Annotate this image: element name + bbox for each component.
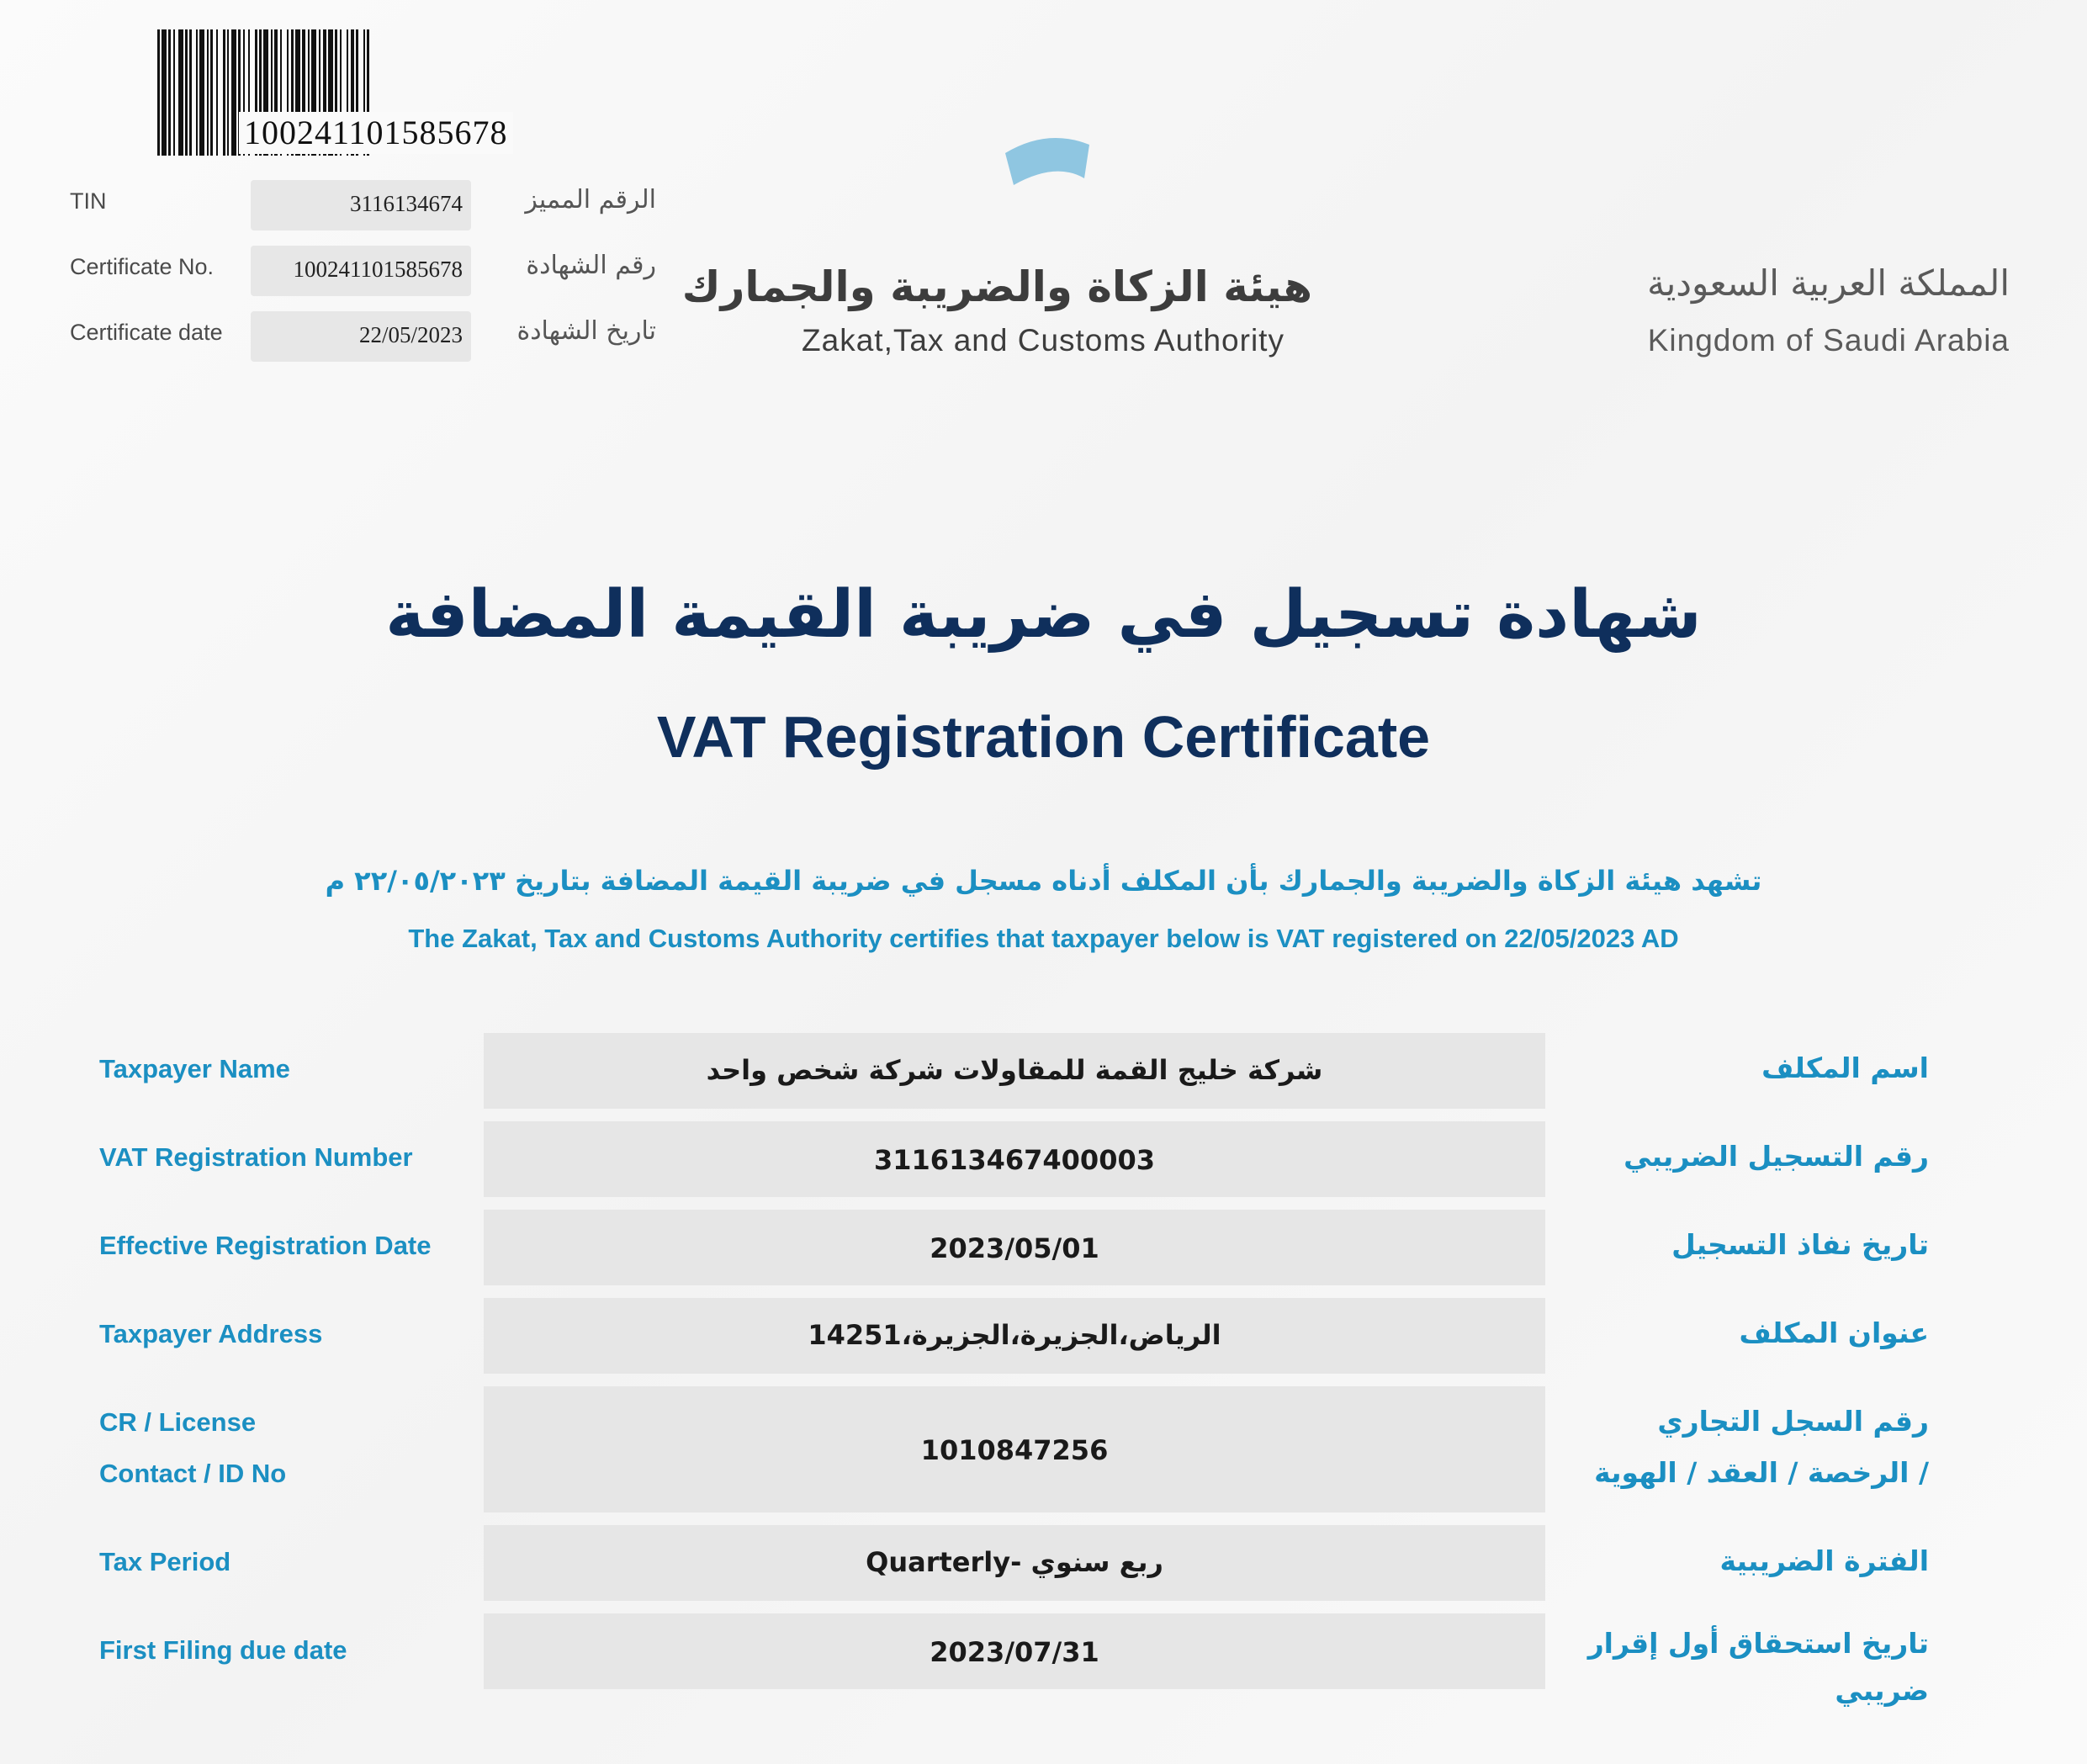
certificate-no-label-en: Certificate No. [70, 254, 215, 279]
certificate-date-row [67, 311, 656, 363]
authority-name-en: Zakat,Tax and Customs Authority [802, 323, 1285, 358]
certificate-no-box [251, 246, 471, 296]
tax-period-label-en: Tax Period [99, 1547, 231, 1576]
tin-value: 3116134674 [350, 191, 463, 216]
vat-number-box [484, 1121, 1545, 1197]
kingdom-name-ar: المملكة العربية السعودية [1647, 262, 2010, 304]
cr-license-label-en: CR / License [99, 1407, 257, 1437]
barcode [157, 29, 637, 156]
address-label-en: Taxpayer Address [99, 1319, 323, 1348]
kingdom-name-en: Kingdom of Saudi Arabia [1647, 323, 2010, 358]
certificate-no-label-ar: رقم الشهادة [526, 251, 656, 280]
vat-number-label-en: VAT Registration Number [99, 1142, 413, 1172]
effective-date-label-ar: تاريخ نفاذ التسجيل [1671, 1228, 1929, 1261]
contact-id-label-ar: / الرخصة / العقد / الهوية [1594, 1456, 1929, 1489]
barcode-number: 100241101585678 [239, 112, 513, 154]
address-box [484, 1298, 1545, 1374]
contact-id-label-en: Contact / ID No [99, 1459, 287, 1488]
cr-license-label-ar: رقم السجل التجاري [1657, 1405, 1929, 1438]
first-filing-label-ar: تاريخ استحقاق أول إقرار [1587, 1627, 1929, 1660]
taxpayer-name-box [484, 1033, 1545, 1109]
effective-date-value: 2023/05/01 [930, 1232, 1099, 1264]
effective-date-box [484, 1210, 1545, 1285]
zatca-shield-icon [980, 94, 1115, 246]
tin-label-en: TIN [70, 188, 107, 214]
taxpayer-name-label-en: Taxpayer Name [99, 1054, 290, 1083]
certificate-date-label-en: Certificate date [70, 320, 223, 345]
certificate-date-value: 22/05/2023 [358, 322, 463, 347]
tax-period-label-ar: الفترة الضريبية [1719, 1544, 1929, 1577]
title-ar: شهادة تسجيل في ضريبة القيمة المضافة [385, 577, 1702, 653]
cr-license-value: 1010847256 [920, 1434, 1109, 1466]
tax-period-box [484, 1525, 1545, 1601]
cr-license-box [484, 1386, 1545, 1512]
certification-statement-ar: تشهد هيئة الزكاة والضريبة والجمارك بأن المكلف أدناه مسجل في ضريبة القيمة المضافة بتاريخ ٢٢/٠٥/٢٠٢٣ م [325, 865, 1762, 897]
tin-label-ar: الرقم المميز [525, 185, 656, 215]
certification-statement-en: The Zakat, Tax and Customs Authority certifies that taxpayer below is VAT registered on 22/05/2023 AD [408, 924, 1679, 953]
first-filing-box [484, 1613, 1545, 1689]
address-label-ar: عنوان المكلف [1739, 1316, 1929, 1349]
certificate-no-value: 100241101585678 [293, 257, 463, 282]
certificate-date-label-ar: تاريخ الشهادة [516, 316, 656, 346]
address-value: الرياض،الجزيرة،الجزيرة،14251 [808, 1319, 1221, 1351]
title-en: VAT Registration Certificate [656, 704, 1431, 770]
tax-period-value: Quarterly- ربع سنوي [866, 1546, 1163, 1578]
tin-box [251, 180, 471, 230]
tin-row [67, 180, 656, 232]
certificate-no-row [67, 246, 656, 298]
certificate-date-box [251, 311, 471, 362]
first-filing-value: 2023/07/31 [930, 1636, 1099, 1668]
authority-name-ar: هيئة الزكاة والضريبة والجمارك [681, 262, 1312, 311]
taxpayer-name-label-ar: اسم المكلف [1761, 1052, 1929, 1084]
first-filing-label-ar-2: ضريبي [1835, 1674, 1929, 1707]
first-filing-label-en: First Filing due date [99, 1635, 347, 1665]
vat-number-label-ar: رقم التسجيل الضريبي [1624, 1140, 1929, 1173]
effective-date-label-en: Effective Registration Date [99, 1231, 432, 1260]
taxpayer-name-value: شركة خليج القمة للمقاولات شركة شخص واحد [706, 1054, 1323, 1086]
vat-number-value: 311613467400003 [874, 1144, 1155, 1176]
